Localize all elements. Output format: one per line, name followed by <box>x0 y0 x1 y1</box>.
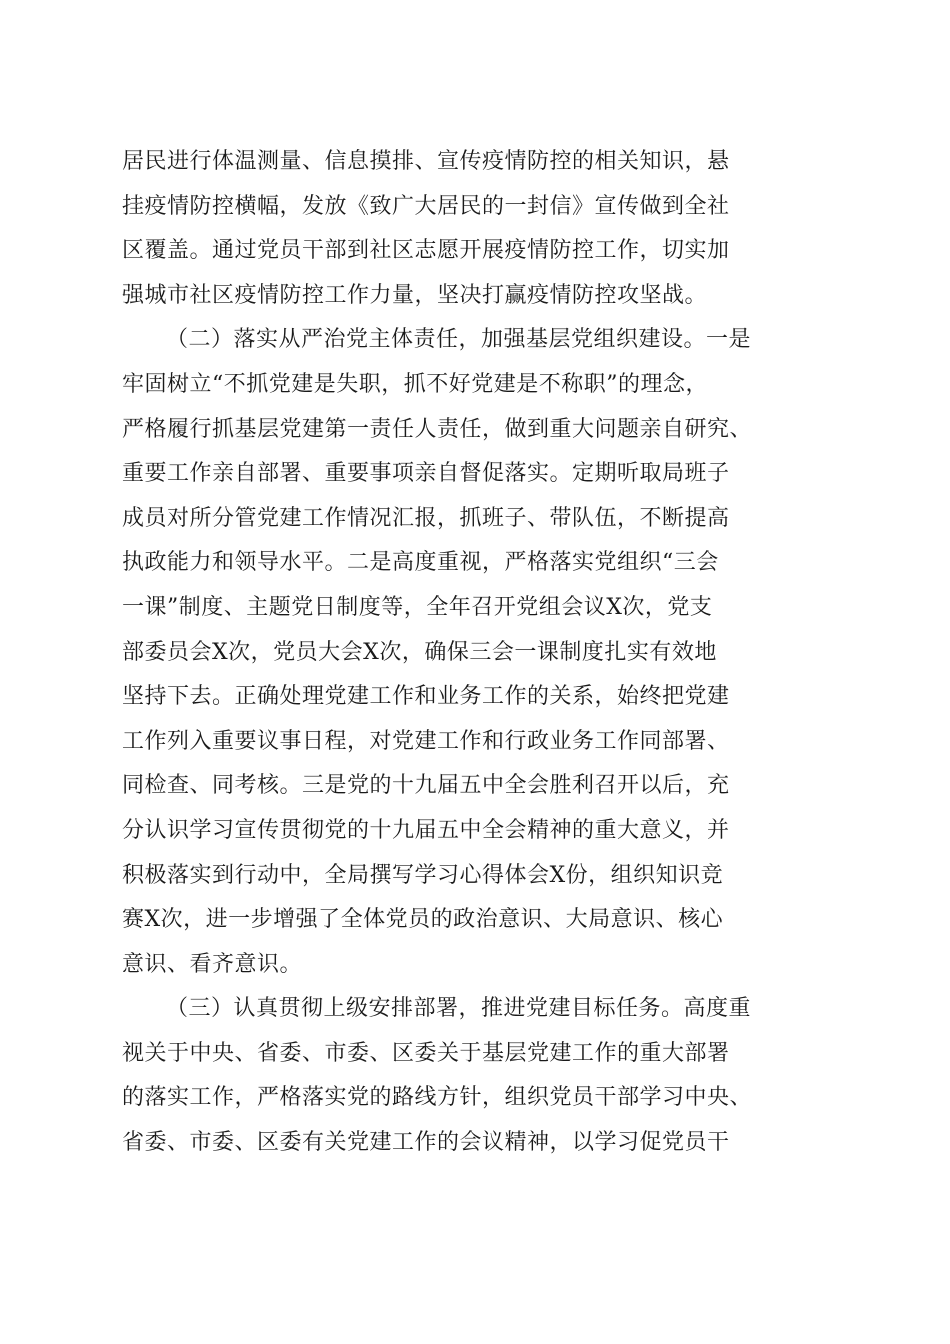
text-line: 坚持下去。正确处理党建工作和业务工作的关系，始终把党建 <box>122 684 730 710</box>
section-heading: （三）认真贯彻上级安排部署，推进党建目标任务。 <box>166 996 684 1022</box>
text-line: 的落实工作，严格落实党的路线方针，组织党员干部学习中央、 <box>122 1085 753 1111</box>
text-line: 部委员会X次，党员大会X次，确保三会一课制度扎实有效地 <box>122 639 717 665</box>
paragraph-first-line <box>122 318 832 363</box>
text-line: 分认识学习宣传贯彻党的十九届五中全会精神的重大意义，并 <box>122 817 730 843</box>
paragraph-first-line <box>122 987 832 1032</box>
text-line: 重要工作亲自部署、重要事项亲自督促落实。定期听取局班子 <box>122 461 730 487</box>
paragraph-1 <box>122 140 832 318</box>
section-heading: （二）落实从严治党主体责任，加强基层党组织建设。 <box>166 327 707 353</box>
text-line: 工作列入重要议事日程，对党建工作和行政业务工作同部署、 <box>122 728 730 754</box>
paragraph-3 <box>122 987 832 1165</box>
text-line: 挂疫情防控横幅，发放《致广大居民的一封信》宣传做到全社 <box>122 193 730 219</box>
paragraph-2 <box>122 318 832 987</box>
text-line: 严格履行抓基层党建第一责任人责任，做到重大问题亲自研究、 <box>122 416 753 442</box>
text-line: 积极落实到行动中，全局撰写学习心得体会X份，组织知识竞 <box>122 862 724 888</box>
text-line: 意识、看齐意识。 <box>122 951 303 977</box>
body-text <box>122 140 832 1166</box>
text-run: 一是 <box>706 327 752 353</box>
text-line: 居民进行体温测量、信息摸排、宣传疫情防控的相关知识，悬 <box>122 149 730 174</box>
text-line: 区覆盖。通过党员干部到社区志愿开展疫情防控工作，切实加 <box>122 238 730 264</box>
text-line: 牢固树立“不抓党建是失职，抓不好党建是不称职”的理念， <box>122 371 708 397</box>
text-line: 省委、市委、区委有关党建工作的会议精神，以学习促党员干 <box>122 1130 730 1156</box>
text-line: 视关于中央、省委、市委、区委关于基层党建工作的重大部署 <box>122 1040 730 1066</box>
text-line: 执政能力和领导水平。二是高度重视，严格落实党组织“三会 <box>122 550 719 576</box>
text-line: 同检查、同考核。三是党的十九届五中全会胜利召开以后，充 <box>122 773 730 799</box>
text-line: 一课”制度、主题党日制度等，全年召开党组会议X次，党支 <box>122 594 713 620</box>
text-line: 成员对所分管党建工作情况汇报，抓班子、带队伍，不断提高 <box>122 505 730 531</box>
text-line: 赛X次，进一步增强了全体党员的政治意识、大局意识、核心 <box>122 907 724 933</box>
text-run: 高度重 <box>683 996 752 1022</box>
text-line: 强城市社区疫情防控工作力量，坚决打赢疫情防控攻坚战。 <box>122 282 708 308</box>
